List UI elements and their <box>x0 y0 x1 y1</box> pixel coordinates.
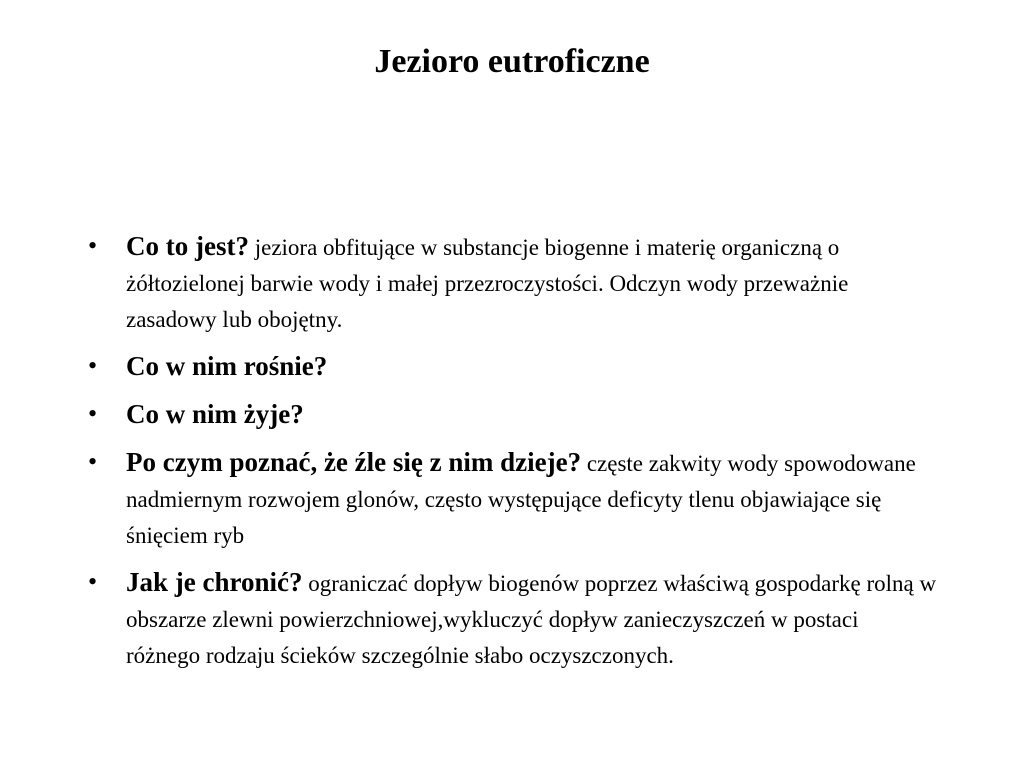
bullet-question: Jak je chronić? <box>126 567 303 597</box>
bullet-item-warning-signs <box>88 444 938 554</box>
bullet-question: Co w nim rośnie? <box>126 351 328 381</box>
bullet-icon: • <box>88 567 98 596</box>
slide-title: Jezioro eutroficzne <box>374 43 650 80</box>
bullet-answer: ograniczać dopływ biogenów poprzez właściwą gospodarkę rolną w obszarze zlewni powierzchniowej,wykluczyć dopływ zanieczyszczeń w postaci różnego rodzaju ścieków szczególnie słabo oczyszczonych. <box>126 571 937 668</box>
bullet-question: Co to jest? <box>126 231 249 261</box>
bullet-question: Co w nim żyje? <box>126 399 304 429</box>
bullet-icon: • <box>88 399 98 428</box>
bullet-item-what-lives <box>88 396 938 434</box>
bullet-list <box>88 228 938 674</box>
bullet-item-protection <box>88 564 938 674</box>
bullet-item-what-is-it <box>88 228 938 338</box>
bullet-question: Po czym poznać, że źle się z nim dzieje? <box>126 447 582 477</box>
bullet-answer: częste zakwity wody spowodowane nadmiernym rozwojem glonów, często występujące deficyty tlenu objawiające się śnięciem ryb <box>126 451 916 548</box>
bullet-icon: • <box>88 231 98 260</box>
bullet-icon: • <box>88 447 98 476</box>
bullet-answer: jeziora obfitujące w substancje biogenne i materię organiczną o żółtozielonej barwie wody i małej przezroczystości. Odczyn wody przeważnie zasadowy lub obojętny. <box>126 235 849 332</box>
bullet-item-what-grows <box>88 348 938 386</box>
bullet-icon: • <box>88 351 98 380</box>
